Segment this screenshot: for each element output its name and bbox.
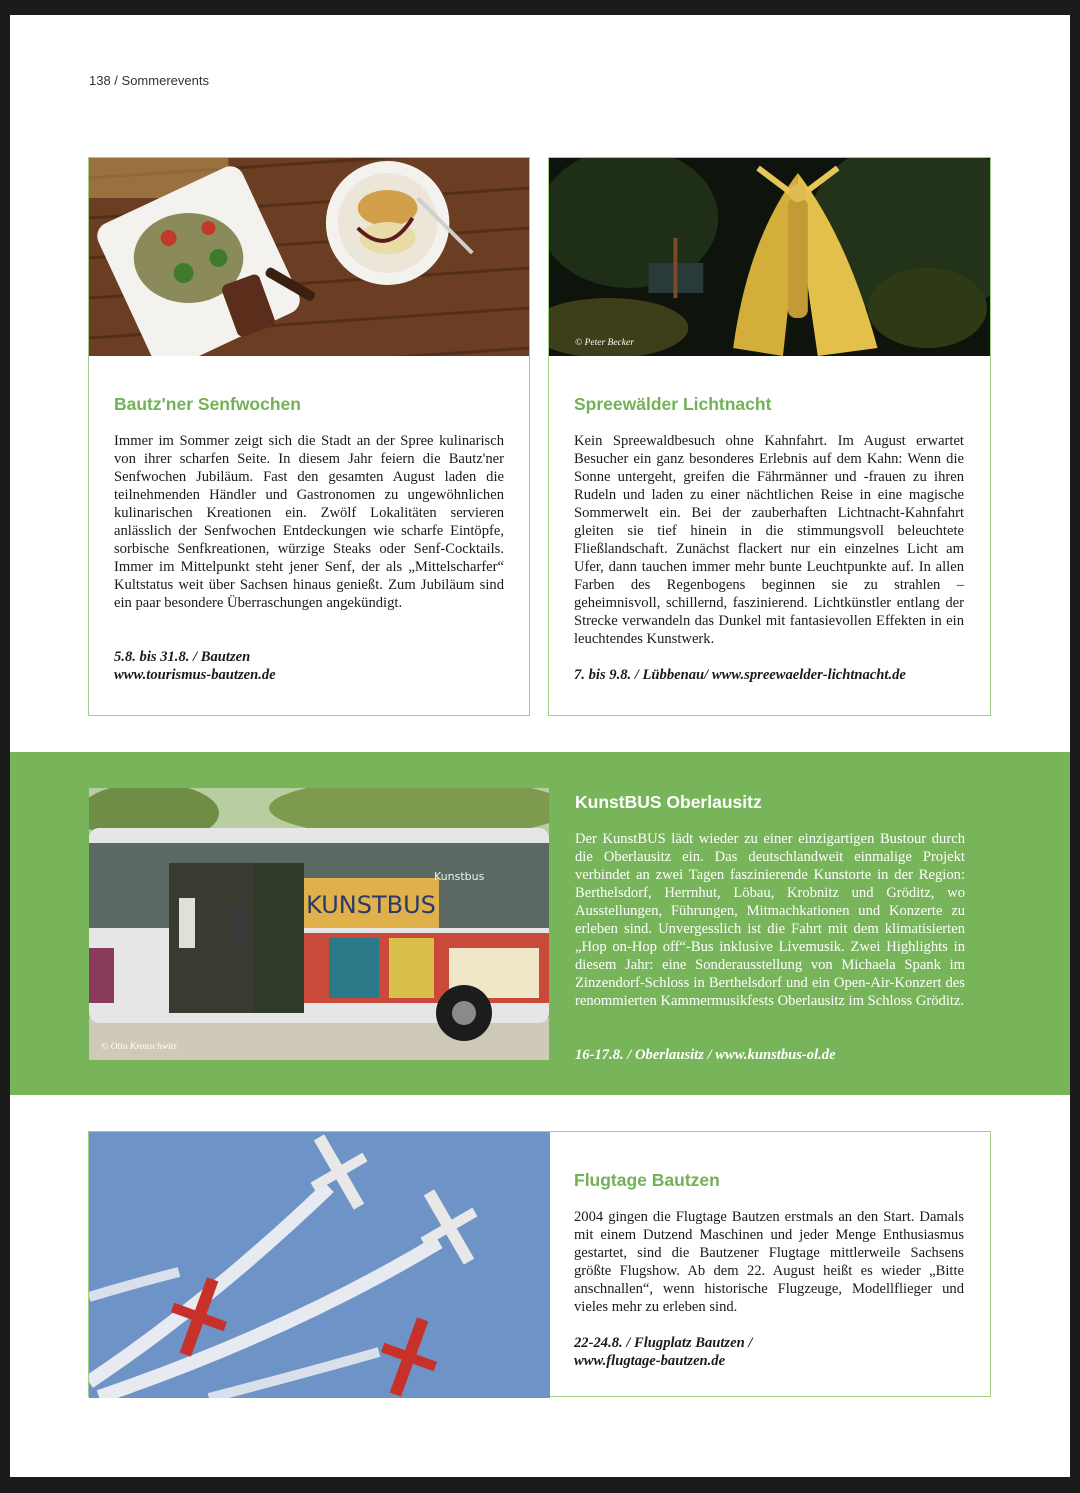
event-title: Flugtage Bautzen [574, 1170, 720, 1190]
event-title: Bautz'ner Senfwochen [114, 394, 301, 414]
event-date-place: 5.8. bis 31.8. / Bautzen [114, 649, 251, 665]
event-date-place: 22-24.8. / Flugplatz Bautzen / [574, 1335, 753, 1351]
bus-sign: KUNSTBUS [306, 891, 436, 919]
performer-photo [549, 158, 990, 356]
event-title: Spreewälder Lichtnacht [574, 394, 772, 414]
event-card-senfwochen [88, 157, 530, 716]
magazine-page [10, 15, 1070, 1477]
photo-credit: © Otto Kronschwitz [101, 1042, 178, 1052]
event-title: KunstBUS Oberlausitz [575, 792, 762, 812]
bus-route-display: Kunstbus [434, 870, 485, 883]
airshow-photo [89, 1132, 550, 1398]
event-description: Der KunstBUS lädt wieder zu einer einzigartigen Bustour durch die Oberlausitz ein. Das deutschlandweit einmalige Projekt verbindet an zwei Tagen faszinierende Kunstorte in der Region: Berthelsdorf, Herrnhut, Löbau, Krobnitz und Gröditz, wo Ausstellungen, Führungen, Mitmachkationen und Konzerte zu erleben sind. Unvergesslich ist die Fahrt mit dem klimatisierten „Hop on-Hop off“-Bus inklusive Livemusik. Zwei Highlights in diesem Jahr: eine Sonderausstellung von Michaela Spank im Zinzendorf-Schloss in Berthelsdorf und ein Open-Air-Konzert des renommierten Kammermusikfests Oberlausitz im Schloss Gröditz. [575, 831, 965, 1009]
event-description: 2004 gingen die Flugtage Bautzen erstmals an den Start. Damals mit einem Dutzend Maschinen und jeder Menge Enthusiasmus gestartet, sind die Bautzener Flugtage mittlerweile Sachsens größte Flugshow. Ab dem 22. August heißt es wieder „Bitte anschnallen“, wenn historische Flugzeuge, Modellflieger und vieles mehr zu erleben sind. [574, 1209, 964, 1315]
event-url: www.flugtage-bautzen.de [574, 1353, 726, 1369]
photo-credit: © Peter Becker [575, 338, 634, 348]
event-url: www.tourismus-bautzen.de [114, 667, 276, 683]
running-head: 138 / Sommerevents [89, 73, 209, 88]
food-photo [89, 158, 529, 356]
event-date-place: 16-17.8. / Oberlausitz / www.kunstbus-ol.de [575, 1047, 836, 1063]
event-description: Immer im Sommer zeigt sich die Stadt an der Spree kulinarisch von ihrer scharfen Seite. In diesem Jahr feiern die Bautz'ner Senfwochen Jubiläum. Fast den gesamten August laden die teilnehmenden Händler und Gastronomen zu ungewöhnlichen kulinarischen Kreationen ein. Zwölf Lokalitäten servieren anlässlich der Senfwochen Entdeckungen wie scharfe Eintöpfe, sorbische Senfkreationen, würzige Steaks oder Senf-Cocktails. Immer im Mittelpunkt steht jener Senf, der als „Mittelscharfer“ Kultstatus weit über Sachsen hinaus genießt. Zum Jubiläum sind ein paar besondere Überraschungen angekündigt. [114, 433, 504, 611]
event-description: Kein Spreewaldbesuch ohne Kahnfahrt. Im August erwartet Besucher ein ganz besonderes Erlebnis auf dem Kahn: Wenn die Sonne untergeht, greifen die Fährmänner und -frauen zu ihren Rudeln und laden zu einer nächtlichen Reise in eine magische Sommerwelt ein. Bei der zauberhaften Lichtnacht-Kahnfahrt gleiten sie tief hinein in die stimmungsvoll beleuchtete Fließlandschaft. Zunächst flackert nur ein einzelnes Licht am Ufer, dann tauchen immer mehr bunte Leuchtpunkte auf. In allen Farben des Regenbogens beginnen sie zu strahlen – geheimnisvoll, schillernd, faszinierend. Lichtkünstler entlang der Strecke verwandeln das Dunkel mit fantasievollen Effekten in ein leuchtendes Kunstwerk. [574, 433, 964, 647]
event-band-kunstbus [10, 752, 1070, 1095]
bus-photo [89, 788, 549, 1060]
event-card-lichtnacht [548, 157, 991, 716]
event-date-place: 7. bis 9.8. / Lübbenau/ www.spreewaelder-lichtnacht.de [574, 667, 906, 683]
event-card-flugtage [88, 1131, 991, 1397]
